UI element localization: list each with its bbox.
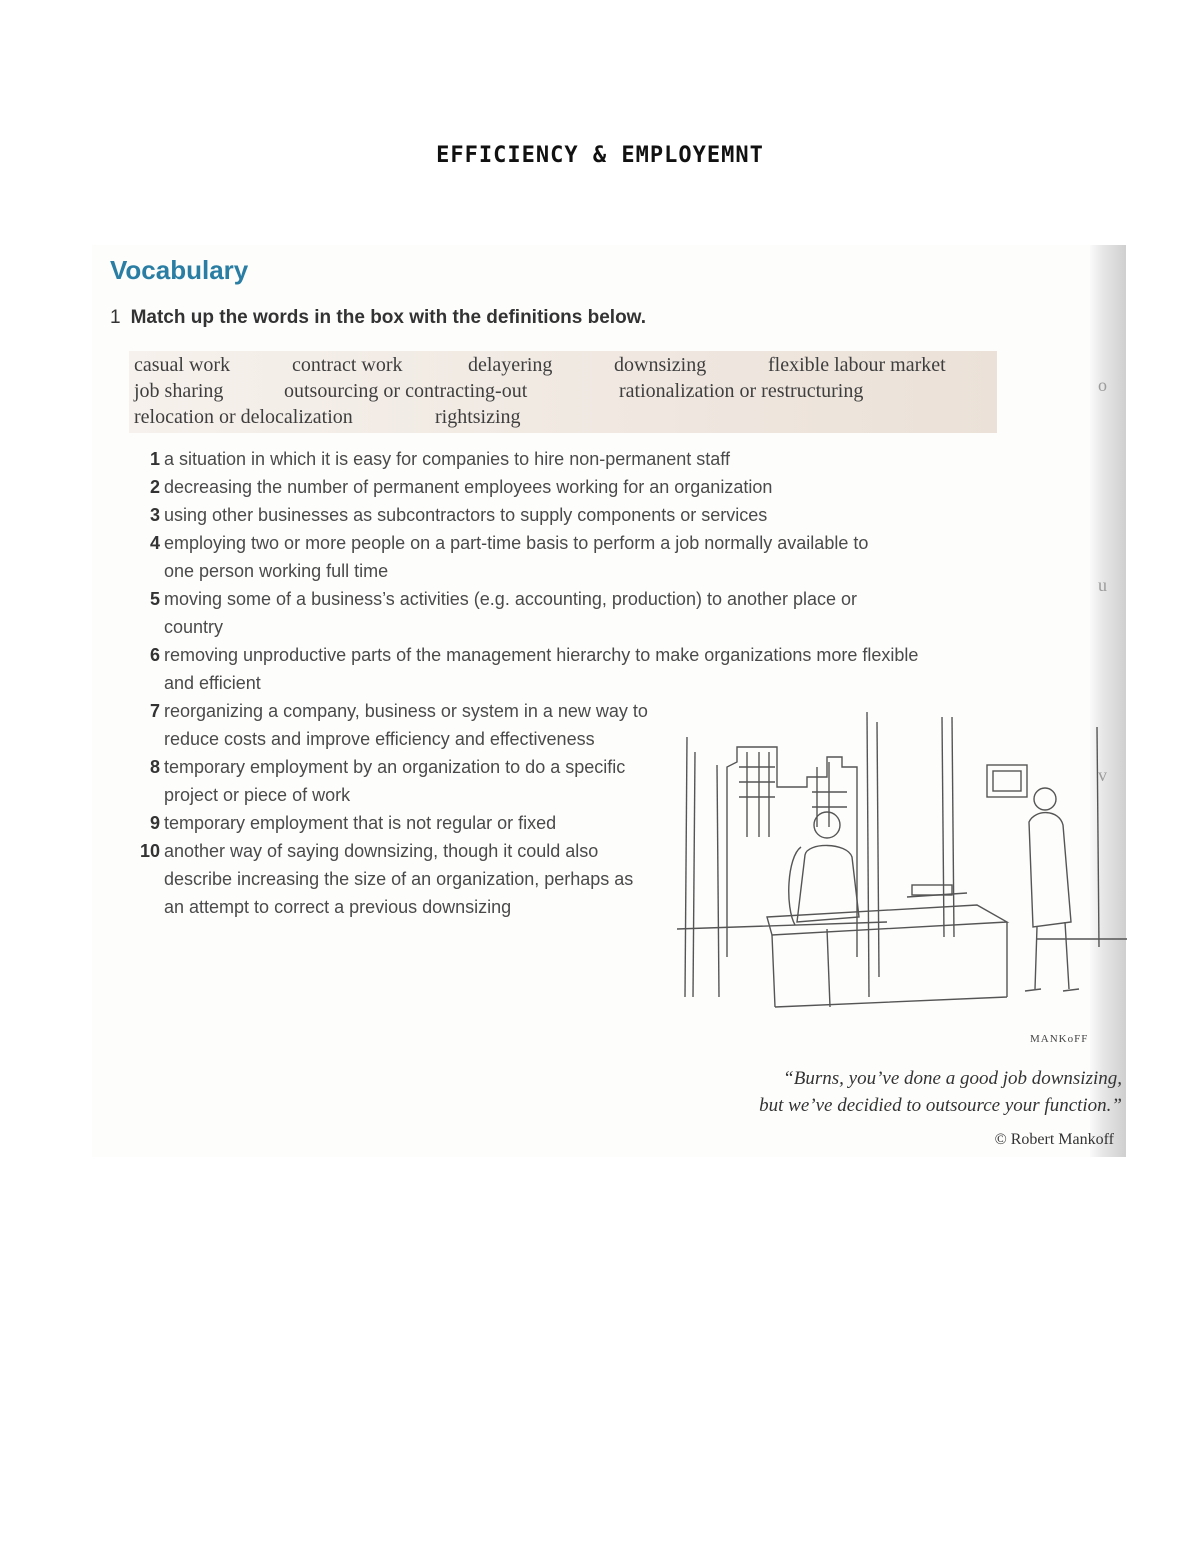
word-box-term: flexible labour market (768, 354, 946, 376)
word-box-term: outsourcing or contracting-out (284, 380, 528, 402)
word-box-term: job sharing (134, 380, 224, 402)
definition-number: 1 (149, 449, 160, 469)
document-title: EFFICIENCY & EMPLOYEMNT (436, 143, 764, 168)
exercise-instruction (110, 307, 646, 329)
cartoon-signature: MANKoFF (1030, 1033, 1089, 1045)
definition-text: decreasing the number of permanent employees working for an organization (164, 477, 773, 497)
definition-number: 8 (149, 757, 160, 777)
definition-item (139, 837, 642, 921)
word-box-term: rightsizing (435, 406, 521, 428)
definition-text: removing unproductive parts of the management hierarchy to make organizations more flexible and efficient (164, 645, 919, 693)
caption-line: but we’ve decidied to outsource your function.” (759, 1095, 1122, 1116)
word-box-term: contract work (292, 354, 403, 376)
word-box (129, 351, 997, 433)
definition-item (142, 585, 899, 641)
definition-text: employing two or more people on a part-time basis to perform a job normally available to one person working full time (164, 533, 869, 581)
word-box-term: rationalization or restructuring (619, 380, 864, 402)
definition-number: 5 (149, 589, 160, 609)
cartoon-caption (652, 1065, 1122, 1119)
exercise-text: Match up the words in the box with the definitions below. (130, 307, 647, 328)
definition-number: 4 (149, 533, 160, 553)
cartoon-illustration (677, 707, 1127, 1027)
word-box-term: casual work (134, 354, 231, 376)
definition-text: a situation in which it is easy for companies to hire non-permanent staff (164, 449, 730, 469)
page-spine-shadow: o u v (1090, 245, 1126, 1157)
definition-text: another way of saying downsizing, though it could also describe increasing the size of an organization, perhaps as an attempt to correct a previous downsizing (164, 841, 634, 917)
definition-number: 2 (149, 477, 160, 497)
definition-item (142, 501, 922, 529)
definition-number: 3 (149, 505, 160, 525)
definition-item (142, 753, 634, 809)
word-box-term: delayering (468, 354, 553, 376)
definition-text: temporary employment by an organization to do a specific project or piece of work (164, 757, 626, 805)
definition-text: temporary employment that is not regular or fixed (164, 813, 557, 833)
definition-number: 7 (149, 701, 160, 721)
definition-item (142, 697, 654, 753)
section-heading: Vocabulary (110, 255, 249, 285)
exercise-number: 1 (110, 307, 121, 328)
definition-item (142, 473, 922, 501)
definition-number: 6 (149, 645, 160, 665)
copyright-credit: © Robert Mankoff (994, 1131, 1114, 1148)
definition-item (142, 809, 634, 837)
definition-number: 10 (139, 841, 160, 861)
definition-number: 9 (149, 813, 160, 833)
word-box-term: relocation or delocalization (134, 406, 353, 428)
definition-item (142, 529, 884, 585)
word-box-term: downsizing (614, 354, 707, 376)
textbook-scan (92, 245, 1126, 1157)
caption-line: “Burns, you’ve done a good job downsizing, (783, 1068, 1122, 1089)
definition-text: reorganizing a company, business or system in a new way to reduce costs and improve efficiency and effectiveness (164, 701, 648, 749)
definition-text: moving some of a business’s activities (e.g. accounting, production) to another place or country (164, 589, 858, 637)
definition-item (142, 641, 924, 697)
definition-text: using other businesses as subcontractors to supply components or services (164, 505, 768, 525)
definition-item (142, 445, 922, 473)
